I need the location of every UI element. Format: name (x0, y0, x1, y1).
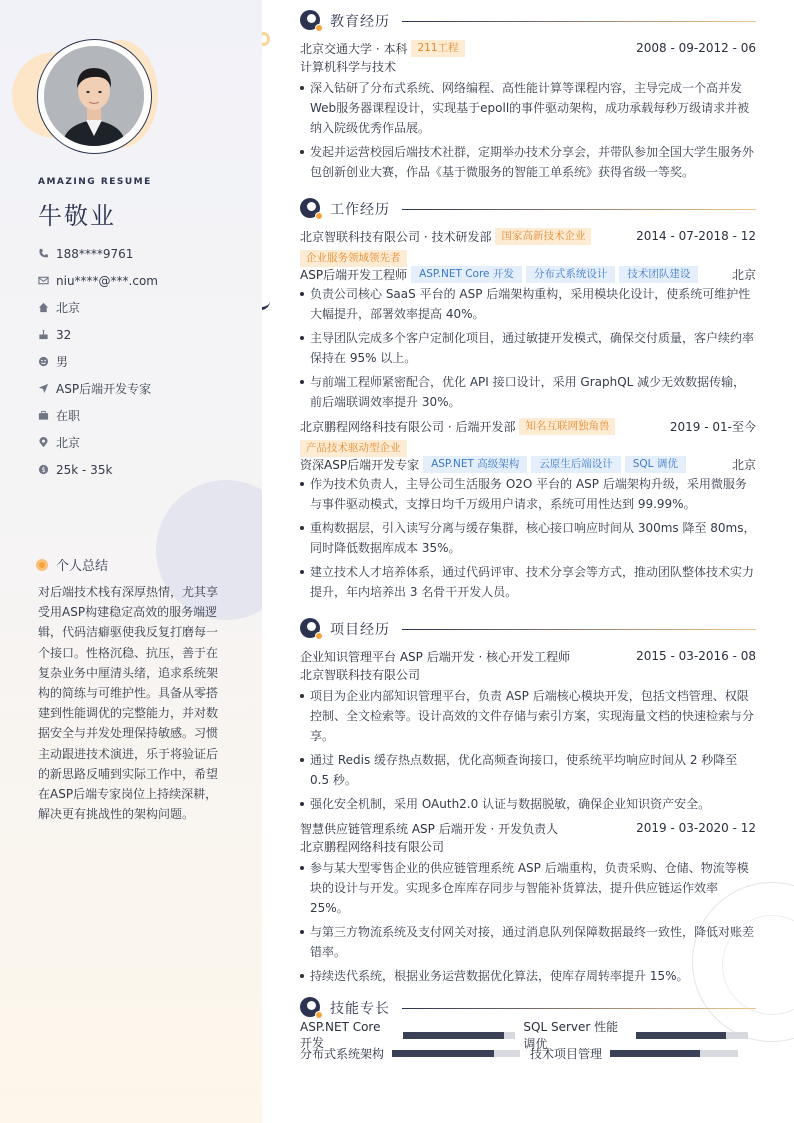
info-email (38, 267, 158, 294)
skills-section (300, 996, 756, 1062)
company-tag: 国家高新技术企业 (495, 228, 591, 245)
summary-text: 对后端技术栈有深厚热情，尤其享受用ASP构建稳定高效的服务端逻辑，代码洁癖驱使我反复打磨每一个接口。性格沉稳、抗压，善于在复杂业务中厘清头绪，追求系统架构的简练与可维护性。具备从零搭建到性能调优的完整能力，并对数据安全与并发处理保持敏感。习惯主动跟进技术演进，乐于将验证后的新思路反哺到实际工作中，希望在ASP后端专家岗位上持续深耕，解决更有挑战性的架构问题。 (38, 585, 219, 822)
list-item: 建立技术人才培养体系，通过代码评审、技术分享会等方式，推动团队整体技术实力提升，年内培养出 3 名骨干开发人员。 (300, 562, 756, 602)
project-company: 北京智联科技有限公司 (300, 668, 421, 682)
project-bullets (300, 686, 756, 814)
skill-level-fill (392, 1050, 494, 1057)
skill-name: 技术项目管理 (530, 1046, 603, 1061)
list-item: 强化安全机制，采用 OAuth2.0 认证与数据脱敏，确保企业知识资产安全。 (300, 794, 756, 814)
info-target-position-value: ASP后端开发专家 (56, 382, 152, 396)
job-city: 北京 (731, 458, 756, 472)
project-date: 2019 - 03-2020 - 12 (636, 821, 756, 835)
avatar (44, 46, 144, 146)
list-item: 持续迭代系统，根据业务运营数据优化算法，使库存周转率提升 15%。 (300, 966, 756, 986)
info-status (38, 402, 158, 429)
list-item: 通过 Redis 缓存热点数据，优化高频查询接口，使系统平均响应时间从 2 秒降至 0.5 秒。 (300, 750, 756, 790)
phone-icon (38, 248, 56, 259)
skill-level-fill (403, 1032, 504, 1039)
list-item: 与第三方物流系统及支付网关对接，通过消息队列保障数据最终一致性，降低对账差错率。 (300, 922, 756, 962)
project-bullets (300, 858, 756, 986)
education-section (300, 9, 756, 186)
skill-name: 分布式系统架构 (300, 1046, 385, 1061)
job-header-row (300, 416, 756, 436)
info-phone-value: 188****9761 (56, 246, 134, 261)
company-tag: 知名互联网独角兽 (519, 418, 615, 435)
skills-list (300, 1019, 756, 1062)
info-email-value: niu****@***.com (56, 273, 158, 288)
svg-text:$: $ (41, 465, 46, 474)
job-company: 北京智联科技有限公司 · 技术研发部 (300, 229, 492, 244)
skill-item (300, 1045, 520, 1062)
info-status-value: 在职 (56, 409, 81, 423)
skill-tag: 分布式系统设计 (526, 266, 616, 283)
section-divider (402, 21, 756, 22)
skill-level-bar (610, 1050, 738, 1057)
info-gender-value: 男 (56, 355, 69, 369)
info-phone (38, 240, 158, 267)
info-age (38, 321, 158, 348)
info-salary (38, 456, 158, 483)
skill-level-fill (610, 1050, 700, 1057)
company-tag: 产品技术驱动型企业 (300, 440, 407, 457)
education-header-row (300, 38, 756, 58)
skill-item (530, 1045, 738, 1062)
info-target-position (38, 375, 158, 402)
contact-info-list (38, 240, 158, 483)
section-heading (300, 996, 756, 1020)
cake-icon (38, 329, 56, 340)
skill-tag: ASP.NET Core 开发 (411, 266, 522, 283)
education-major: 计算机科学与技术 (300, 60, 397, 74)
section-heading (300, 197, 756, 221)
project-name: 企业知识管理平台 ASP 后端开发 · 核心开发工程师 (300, 649, 571, 664)
summary-heading (36, 555, 108, 574)
main-content (262, 0, 794, 1123)
section-divider (402, 209, 756, 210)
job-role-row (300, 455, 756, 474)
list-item: 重构数据层，引入读写分离与缓存集群，核心接口响应时间从 300ms 降至 80ms，同时降低数据库成本 35%。 (300, 518, 756, 558)
project-header-row (300, 818, 756, 838)
salary-icon (38, 464, 56, 475)
job-date: 2014 - 07-2018 - 12 (636, 229, 756, 243)
info-gender (38, 348, 158, 375)
avatar-portrait (44, 46, 144, 146)
list-item: 项目为企业内部知识管理平台，负责 ASP 后端核心模块开发，包括文档管理、权限控制、全文检索等。设计高效的文件存储与索引方案，实现海量文档的快速检索与分享。 (300, 686, 756, 746)
info-hometown-value: 北京 (56, 301, 81, 315)
section-bullet-icon (300, 997, 322, 1019)
location-icon (38, 437, 56, 448)
send-icon (38, 383, 56, 394)
section-divider (402, 629, 756, 630)
decorative-dot (262, 32, 270, 46)
section-heading (300, 617, 756, 641)
skill-level-bar (403, 1032, 515, 1039)
project-company: 北京鹏程网络科技有限公司 (300, 840, 445, 854)
section-heading (300, 9, 756, 33)
education-date: 2008 - 09-2012 - 06 (636, 41, 756, 55)
section-divider (402, 1008, 756, 1009)
job-bullets (300, 474, 756, 602)
section-bullet-icon (300, 618, 322, 640)
job-header-row (300, 226, 756, 246)
list-item: 负责公司核心 SaaS 平台的 ASP 后端架构重构，采用模块化设计，使系统可维护性大幅提升，部署效率提高 40%。 (300, 284, 756, 324)
job-city: 北京 (731, 268, 756, 282)
list-item: 主导团队完成多个客户定制化项目，通过敏捷开发模式，确保交付质量，客户续约率保持在 95% 以上。 (300, 328, 756, 368)
work-title: 工作经历 (330, 202, 390, 218)
skills-title: 技能专长 (330, 1001, 390, 1017)
job-role: ASP后端开发工程师 (300, 268, 408, 282)
job-tag-row (300, 436, 756, 455)
project-date: 2015 - 03-2016 - 08 (636, 649, 756, 663)
job-role: 资深ASP后端开发专家 (300, 458, 420, 472)
person-icon (38, 356, 56, 367)
job-tag-row (300, 246, 756, 265)
projects-title: 项目经历 (330, 622, 390, 638)
info-salary-value: 25k - 35k (56, 462, 113, 477)
list-item: 深入钻研了分布式系统、网络编程、高性能计算等课程内容，主导完成一个高并发Web服务器课程设计，实现基于epoll的事件驱动架构，成功承载每秒万级请求并被纳入院级优秀作品展。 (300, 78, 756, 138)
company-tag: 企业服务领域领先者 (300, 250, 407, 267)
work-section (300, 197, 756, 606)
skill-tag: ASP.NET 高级架构 (423, 456, 527, 473)
mail-icon (38, 275, 56, 286)
skill-tag: SQL 调优 (625, 456, 686, 473)
info-age-value: 32 (56, 327, 72, 342)
briefcase-icon (38, 410, 56, 421)
decorative-arc (262, 298, 270, 310)
sidebar (0, 0, 262, 1123)
project-header-row (300, 646, 756, 666)
projects-section (300, 617, 756, 990)
dot-icon (36, 559, 48, 571)
list-item: 作为技术负责人，主导公司生活服务 O2O 平台的 ASP 后端架构升级，采用微服务与事件驱动模式，支撑日均千万级用户请求，系统可用性达到 99.99%。 (300, 474, 756, 514)
skill-level-bar (636, 1032, 748, 1039)
list-item: 参与某大型零售企业的供应链管理系统 ASP 后端重构，负责采购、仓储、物流等模块的设计与开发。实现多仓库库存同步与智能补货算法，提升供应链运作效率 25%。 (300, 858, 756, 918)
skill-level-fill (636, 1032, 726, 1039)
skill-tag: 云原生后端设计 (531, 456, 621, 473)
summary-title: 个人总结 (56, 559, 109, 574)
section-bullet-icon (300, 198, 322, 220)
job-role-row (300, 265, 756, 284)
skill-row (300, 1019, 756, 1051)
info-hometown (38, 294, 158, 321)
school-name: 北京交通大学 · 本科 (300, 41, 408, 56)
job-bullets (300, 284, 756, 412)
candidate-name: 牛敬业 (38, 202, 116, 230)
avatar-frame (37, 39, 152, 154)
list-item: 发起并运营校园后端技术社群，定期举办技术分享会，并带队参加全国大学生服务外包创新创业大赛，作品《基于微服务的智能工单系统》获得省级一等奖。 (300, 142, 756, 182)
info-target-city (38, 429, 158, 456)
job-company: 北京鹏程网络科技有限公司 · 后端开发部 (300, 419, 516, 434)
skill-name: ASP.NET Core 开发 (300, 1019, 381, 1050)
job-date: 2019 - 01-至今 (669, 419, 756, 434)
section-bullet-icon (300, 10, 322, 32)
school-tag: 211工程 (411, 40, 464, 57)
home-icon (38, 302, 56, 313)
skill-name: SQL Server 性能调优 (523, 1020, 619, 1051)
project-name: 智慧供应链管理系统 ASP 后端开发 · 开发负责人 (300, 821, 559, 836)
skill-tag: 技术团队建设 (619, 266, 698, 283)
education-bullets (300, 78, 756, 182)
education-title: 教育经历 (330, 14, 390, 30)
skill-level-bar (392, 1050, 520, 1057)
resume-tagline: AMAZING RESUME (38, 177, 152, 187)
info-target-city-value: 北京 (56, 436, 81, 450)
list-item: 与前端工程师紧密配合，优化 API 接口设计，采用 GraphQL 减少无效数据传输，前后端联调效率提升 30%。 (300, 372, 756, 412)
